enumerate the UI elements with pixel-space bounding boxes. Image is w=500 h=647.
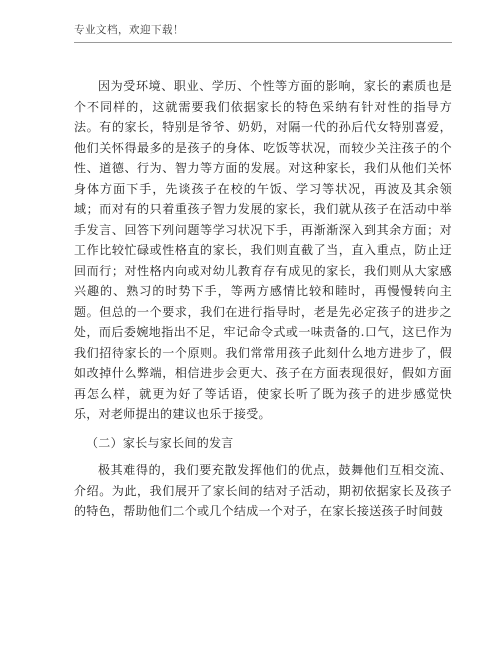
section-heading: （二）家长与家长间的发言 [86,435,234,450]
header-divider [74,42,452,43]
page-header: 专业文档，欢迎下载！ [74,24,184,36]
body-paragraph: 因为受环境、职业、学历、个性等方面的影响，家长的素质也是个不同样的，这就需要我们依据家长的特色采纳有针对性的指导方法。有的家长，特别是爷爷、奶奶，对隔一代的孙后代女特别喜爱，他们关怀得最多的是孩子的身体、吃饭等状况，而较少关注孩子的个性、道德、行为、智力等方面的发展。对这种家长，我们从他们关怀身体方面下手，先谈孩子在校的午饭、学习等状况，再波及其余领域；而对有的只着重孩子智力发展的家长，我们就从孩子在活动中举手发言、回答下列问题等学习状况下手，再渐渐深入到其余方面；对工作比较忙碌或性格直的家长，我们则直截了当，直入重点，防止迂回而行；对性格内向或对幼儿教育存有成见的家长，我们则从大家感兴趣的、熟习的时势下手，等两方感情比较和睦时，再慢慢转向主题。但总的一个要求，我们在进行指导时，老是先必定孩子的进步之处，而后委婉地指出不足，牢记命令式或一味责备的.口气，这已作为我们招待家长的一个原则。我们常常用孩子此刻什么地方进步了，假如改掉什么弊端，相信进步会更大、孩子在方面表现很好，假如方面再怎么样，就更为好了等话语，使家长听了既为孩子的进步感觉快乐，对老师提出的建议也乐于接受。 [74,79,452,421]
document-body [74,76,452,522]
body-paragraph: 极其难得的，我们要充散发挥他们的优点，鼓舞他们互相交流、介绍。为此，我们展开了家长间的结对子活动，期初依据家长及孩子的特色，帮助他们二个或几个结成一个对子，在家长接送孩子时间鼓 [74,463,452,518]
